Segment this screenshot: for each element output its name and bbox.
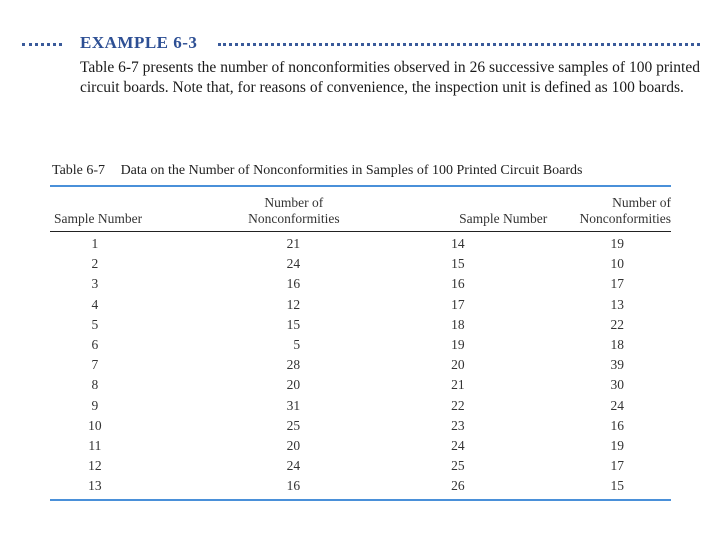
cell-sample-number: 18 bbox=[451, 316, 465, 332]
cell-sample-number: 12 bbox=[88, 458, 102, 474]
cell-sample-number: 24 bbox=[451, 438, 465, 454]
table-row bbox=[50, 456, 671, 476]
cell-sample-number: 17 bbox=[451, 296, 465, 312]
cell-nonconformities: 20 bbox=[286, 438, 301, 454]
cell-nonconformities: 19 bbox=[610, 236, 624, 251]
cell-sample-number: 15 bbox=[451, 256, 465, 272]
table-header-rule bbox=[50, 231, 671, 232]
nonconformities-table bbox=[50, 187, 671, 231]
header-nonconformities-1: Number of Nonconformities bbox=[248, 195, 340, 226]
cell-nonconformities: 15 bbox=[286, 316, 301, 332]
cell-sample-number: 19 bbox=[451, 337, 465, 353]
cell-sample-number: 23 bbox=[451, 417, 465, 433]
table-row bbox=[50, 295, 671, 315]
cell-nonconformities: 17 bbox=[610, 458, 624, 474]
cell-sample-number: 9 bbox=[91, 397, 99, 413]
cell-sample-number: 8 bbox=[91, 377, 99, 393]
cell-nonconformities: 22 bbox=[610, 316, 624, 332]
table-row bbox=[50, 375, 671, 395]
cell-nonconformities: 18 bbox=[610, 337, 624, 353]
example-title: EXAMPLE 6-3 bbox=[80, 33, 198, 52]
cell-sample-number: 7 bbox=[91, 357, 99, 373]
cell-nonconformities: 31 bbox=[286, 397, 301, 413]
cell-sample-number: 16 bbox=[451, 276, 465, 292]
table-caption-text: Data on the Number of Nonconformities in Samples of 100 Printed Circuit Boards bbox=[120, 163, 583, 178]
cell-nonconformities: 30 bbox=[610, 377, 624, 393]
table-caption bbox=[52, 163, 672, 179]
data-table bbox=[50, 185, 671, 501]
cell-sample-number: 1 bbox=[91, 236, 99, 251]
cell-sample-number: 26 bbox=[451, 478, 465, 494]
cell-sample-number: 4 bbox=[91, 296, 99, 312]
cell-nonconformities: 5 bbox=[293, 337, 301, 353]
cell-sample-number: 21 bbox=[451, 377, 465, 393]
table-row bbox=[50, 254, 671, 274]
cell-sample-number: 5 bbox=[91, 316, 99, 332]
cell-nonconformities: 16 bbox=[610, 417, 624, 433]
cell-nonconformities: 16 bbox=[286, 478, 301, 494]
cell-nonconformities: 15 bbox=[610, 478, 624, 494]
cell-nonconformities: 13 bbox=[610, 296, 624, 312]
cell-nonconformities: 39 bbox=[610, 357, 624, 373]
table-header-row bbox=[50, 187, 671, 231]
table-row bbox=[50, 396, 671, 416]
cell-nonconformities: 24 bbox=[610, 397, 624, 413]
cell-nonconformities: 17 bbox=[610, 276, 624, 292]
cell-sample-number: 14 bbox=[451, 236, 465, 251]
table-row bbox=[50, 335, 671, 355]
cell-nonconformities: 25 bbox=[286, 417, 301, 433]
cell-nonconformities: 20 bbox=[286, 377, 301, 393]
example-header bbox=[22, 33, 700, 55]
cell-nonconformities: 24 bbox=[286, 256, 301, 272]
cell-nonconformities: 21 bbox=[286, 236, 301, 251]
cell-sample-number: 2 bbox=[91, 256, 99, 272]
example-body-text: Table 6-7 presents the number of nonconformities observed in 26 successive samples of 100 printed circuit boards. Note that, for reasons of convenience, the inspection unit is defined as 100 boards. bbox=[80, 59, 700, 96]
cell-sample-number: 13 bbox=[88, 478, 102, 494]
header-sample-number-2: Sample Number bbox=[459, 211, 548, 226]
cell-sample-number: 10 bbox=[88, 417, 102, 433]
table-bottom-rule bbox=[50, 499, 671, 501]
cell-sample-number: 22 bbox=[451, 397, 465, 413]
cell-nonconformities: 24 bbox=[286, 458, 301, 474]
cell-nonconformities: 10 bbox=[610, 256, 624, 272]
table-caption-number: Table 6-7 bbox=[52, 163, 106, 178]
header-nonconformities-2: Number of Nonconformities bbox=[579, 195, 671, 226]
table-row bbox=[50, 436, 671, 456]
cell-sample-number: 6 bbox=[91, 337, 99, 353]
table-body bbox=[50, 234, 671, 497]
dotted-rule-left bbox=[22, 43, 62, 46]
table-row bbox=[50, 416, 671, 436]
dotted-rule-right bbox=[218, 43, 700, 46]
header-sample-number-1: Sample Number bbox=[54, 211, 143, 226]
cell-nonconformities: 28 bbox=[286, 357, 301, 373]
table-row bbox=[50, 315, 671, 335]
table-row bbox=[50, 274, 671, 294]
cell-nonconformities: 19 bbox=[610, 438, 624, 454]
table-row bbox=[50, 234, 671, 254]
cell-sample-number: 20 bbox=[451, 357, 465, 373]
cell-nonconformities: 16 bbox=[286, 276, 301, 292]
table-row bbox=[50, 355, 671, 375]
table-row bbox=[50, 476, 671, 496]
cell-sample-number: 3 bbox=[91, 276, 99, 292]
cell-sample-number: 11 bbox=[88, 438, 102, 454]
cell-sample-number: 25 bbox=[451, 458, 465, 474]
cell-nonconformities: 12 bbox=[286, 296, 301, 312]
